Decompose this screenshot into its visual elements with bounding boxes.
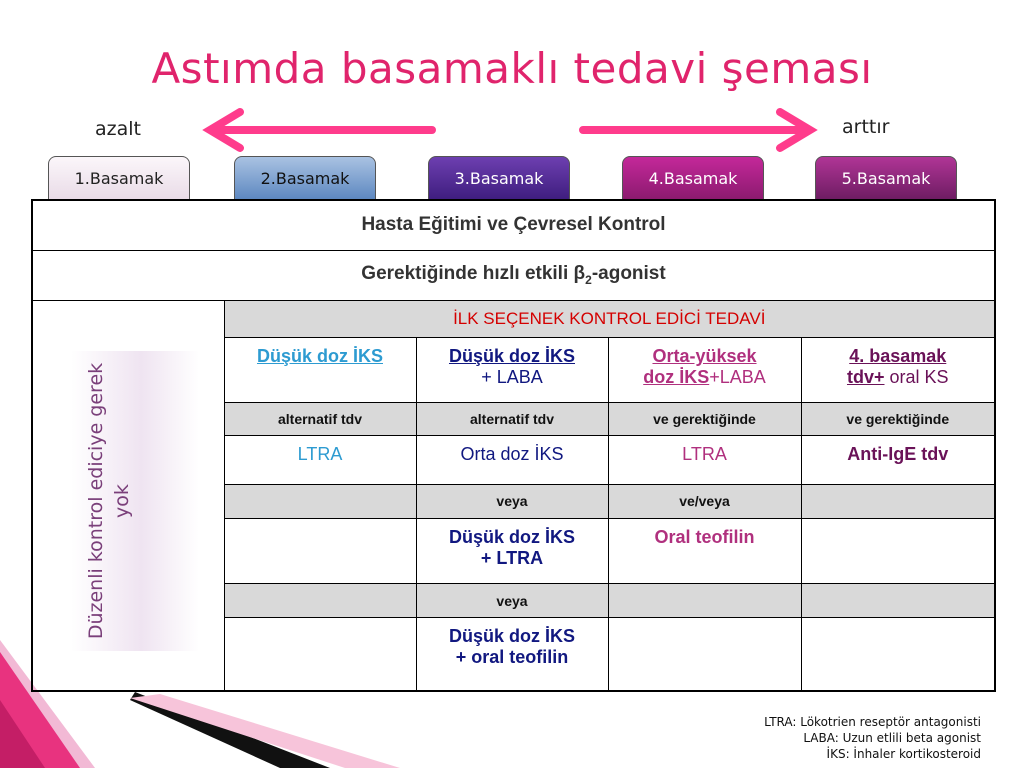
alt2-step4: Oral teofilin (608, 518, 801, 583)
footnote-iks: İKS: İnhaler kortikosteroid (826, 747, 981, 761)
first-choice-step2: Düşük doz İKS (224, 338, 416, 403)
step1-note: Düzenli kontrol ediciye gerek yok (85, 362, 133, 640)
alt3-step5 (801, 618, 995, 691)
first-choice-step4: Orta-yüksek doz İKS+LABA (608, 338, 801, 403)
left-arrow-icon (210, 112, 432, 148)
decrease-label: azalt (95, 118, 141, 140)
footnote-laba: LABA: Uzun etlili beta agonist (803, 731, 981, 745)
alt3-step4 (608, 618, 801, 691)
alt-label-step5: ve gerektiğinde (801, 403, 995, 436)
alt1-step3: Orta doz İKS (416, 436, 608, 484)
tab-step-2: 2.Basamak (234, 156, 376, 200)
alt1-step4: LTRA (608, 436, 801, 484)
veya1-step2 (224, 484, 416, 518)
direction-arrows (0, 0, 1024, 160)
first-choice-step3: Düşük doz İKS + LABA (416, 338, 608, 403)
alt-label-step4: ve gerektiğinde (608, 403, 801, 436)
first-choice-step5: 4. basamak tdv+ oral KS (801, 338, 995, 403)
veya2-step2 (224, 584, 416, 618)
education-row: Hasta Eğitimi ve Çevresel Kontrol (32, 200, 995, 250)
alt3-step3: Düşük doz İKS + oral teofilin (416, 618, 608, 691)
alt2-step2 (224, 518, 416, 583)
tab-step-5: 5.Basamak (815, 156, 957, 200)
treatment-table (31, 199, 996, 692)
alt2-step5 (801, 518, 995, 583)
tab-step-1: 1.Basamak (48, 156, 190, 200)
first-choice-header: İLK SEÇENEK KONTROL EDİCİ TEDAVİ (224, 300, 995, 337)
veya1-step3: veya (416, 484, 608, 518)
veya2-step3: veya (416, 584, 608, 618)
alt-label-step3: alternatif tdv (416, 403, 608, 436)
veya1-step5 (801, 484, 995, 518)
step1-cell (32, 300, 224, 691)
tab-step-4: 4.Basamak (622, 156, 764, 200)
veya2-step4 (608, 584, 801, 618)
right-arrow-icon (583, 112, 810, 148)
veya2-step5 (801, 584, 995, 618)
alt1-step5: Anti-IgE tdv (801, 436, 995, 484)
increase-label: arttır (842, 116, 890, 138)
footnote-ltra: LTRA: Lökotrien reseptör antagonisti (764, 715, 981, 729)
page-title: Astımda basamaklı tedavi şeması (151, 44, 873, 93)
alt-label-step2: alternatif tdv (224, 403, 416, 436)
alt3-step2 (224, 618, 416, 691)
agonist-row: Gerektiğinde hızlı etkili $\beta_2$-agonist (32, 250, 995, 300)
alt1-step2: LTRA (224, 436, 416, 484)
tab-step-3: 3.Basamak (428, 156, 570, 200)
footnotes (764, 714, 981, 762)
veya1-step4: ve/veya (608, 484, 801, 518)
alt2-step3: Düşük doz İKS + LTRA (416, 518, 608, 583)
